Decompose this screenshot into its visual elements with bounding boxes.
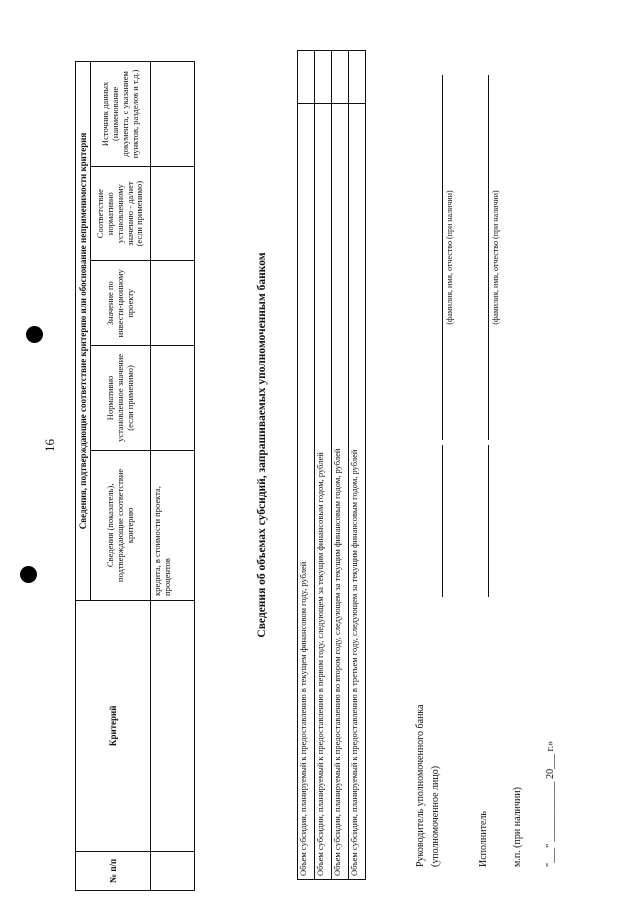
head-name-caption: (фамилия, имя, отчество (при наличии) — [445, 190, 454, 325]
sub-header-indicator: Сведения (показатель), подтверждающие соответствие критерию — [91, 450, 151, 600]
cell-indicator: кредита, в стоимости проекта, процентов — [151, 450, 195, 600]
subsidy-row-label: Объем субсидии, планируемый к предоставлению в первом году, следующем за текущим финансовым годом, рублей — [315, 104, 332, 880]
group-header: Сведения, подтверждающие соответствие критерию или обоснование неприменимости критерия — [76, 62, 91, 601]
sub-header-data-source: Источник данных (наименование документа, с указанием пунктов, разделов и т.д.) — [91, 62, 151, 167]
subsidy-row-value — [298, 51, 315, 104]
subsidy-section-title: Сведения об объемах субсидий, запрашиваемых уполномоченным банком — [256, 252, 268, 638]
subsidy-row — [298, 51, 315, 880]
cell-data-source — [151, 62, 195, 167]
col-criterion-header: Критерий — [76, 600, 151, 851]
subsidy-row-value — [349, 51, 366, 104]
executor-name-caption: (фамилия, имя, отчество (при наличии) — [491, 190, 500, 325]
criteria-table — [75, 61, 195, 891]
head-signature-line — [442, 445, 443, 597]
head-signature-label-1: Руководитель уполномоченного банка — [415, 704, 426, 867]
executor-name-line — [488, 75, 489, 440]
col-number-header: № п/п — [76, 851, 151, 890]
subsidy-row — [315, 51, 332, 880]
subsidy-table — [297, 50, 366, 880]
sub-header-project-value: Значение по инвести-ционному проекту — [91, 261, 151, 346]
cell-number — [151, 851, 195, 890]
cell-normative — [151, 346, 195, 451]
sub-header-compliance: Соответствие нормативно установленному значению - да/нет (если применимо) — [91, 166, 151, 261]
head-name-line — [442, 75, 443, 440]
cell-project-value — [151, 261, 195, 346]
date-line: "___" ____________ 20___ г.» — [545, 740, 556, 867]
executor-signature-line — [488, 445, 489, 597]
subsidy-row-label: Объем субсидии, планируемый к предоставлению во втором году, следующем за текущим финансовым годом, рублей — [332, 104, 349, 880]
subsidy-row-label: Объем субсидии, планируемый к предоставлению в третьем году, следующем за текущим финансовым годом, рублей — [349, 104, 366, 880]
subsidy-row-label: Объем субсидии, планируемый к предоставлению в текущем финансовом году, рублей — [298, 104, 315, 880]
subsidy-row — [349, 51, 366, 880]
executor-label: Исполнитель — [478, 811, 489, 867]
cell-compliance — [151, 166, 195, 261]
subsidy-row-value — [332, 51, 349, 104]
criteria-data-row — [151, 62, 195, 891]
stamp-label: м.п. (при наличии) — [512, 787, 523, 867]
cell-criterion — [151, 600, 195, 851]
sub-header-normative: Нормативно установленное значение (если применимо) — [91, 346, 151, 451]
criteria-header-row — [76, 62, 91, 891]
head-signature-label-2: (уполномоченное лицо) — [430, 765, 441, 867]
page-number: 16 — [42, 439, 57, 452]
subsidy-row-value — [315, 51, 332, 104]
subsidy-row — [332, 51, 349, 880]
